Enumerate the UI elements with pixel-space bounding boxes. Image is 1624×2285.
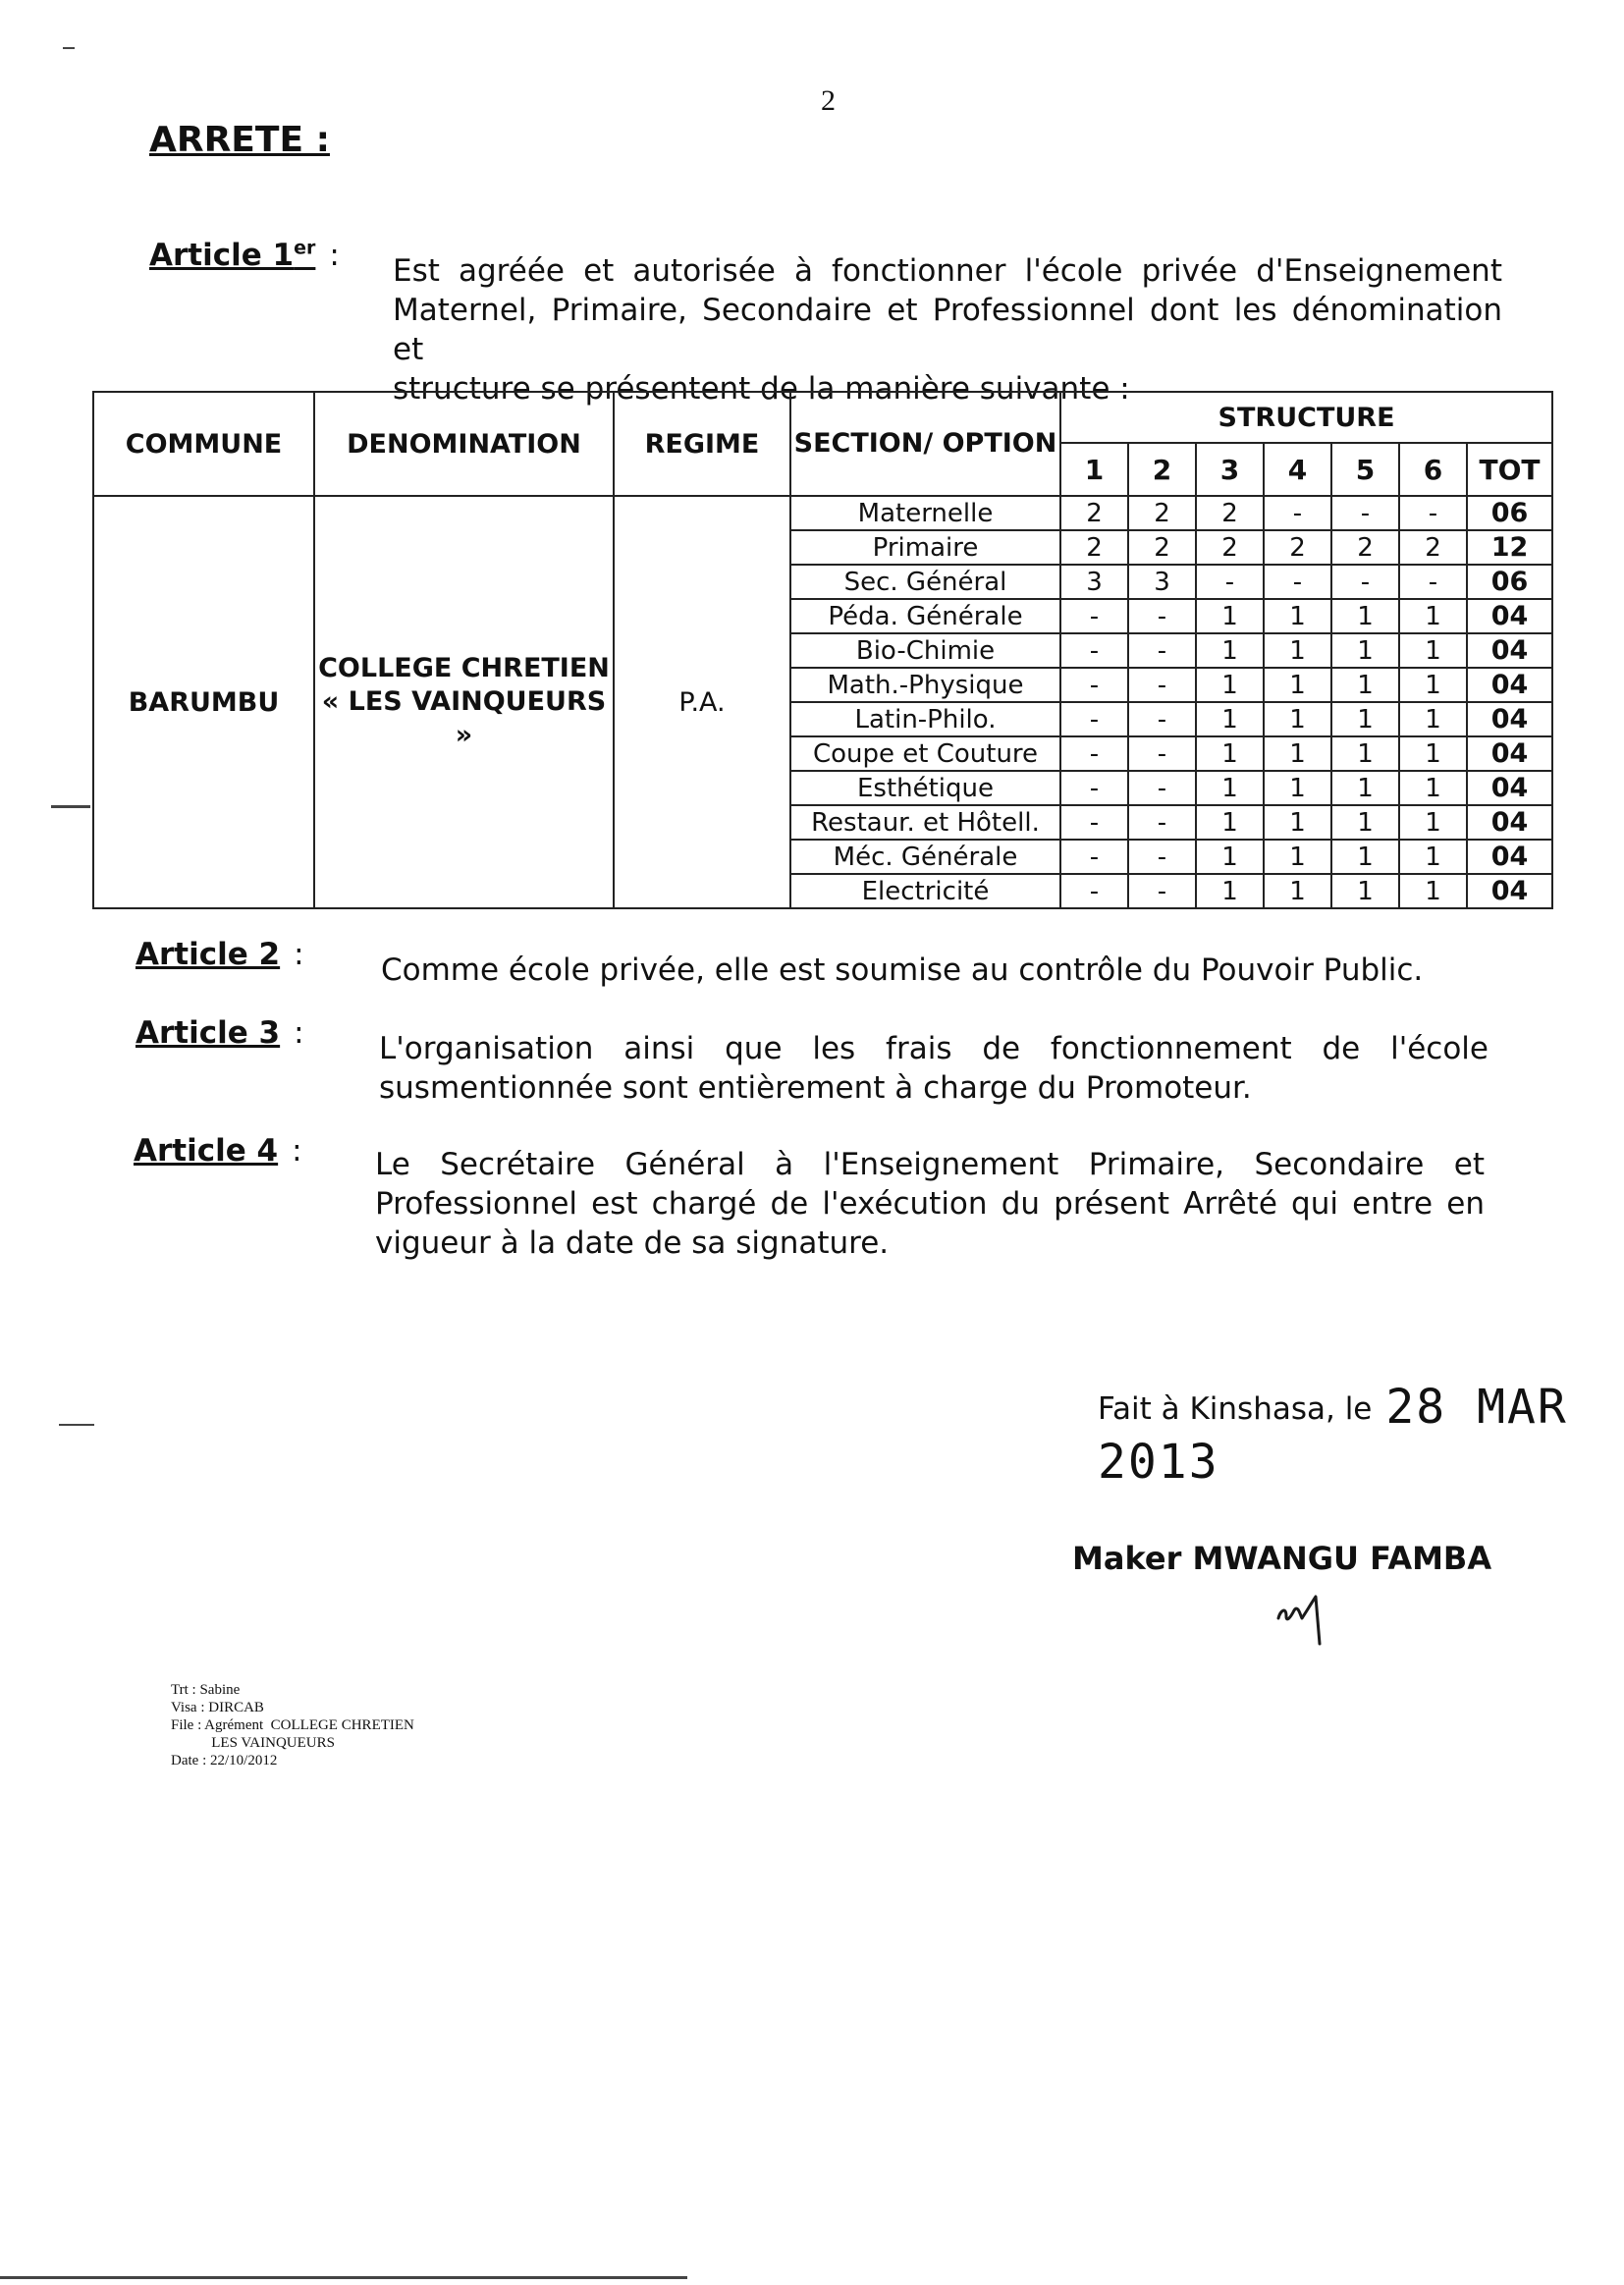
closing-line bbox=[1098, 1380, 1624, 1490]
section-cell: Electricité bbox=[790, 874, 1060, 908]
header-section-option: SECTION/ OPTION bbox=[790, 392, 1060, 496]
header-col-2: 2 bbox=[1128, 443, 1196, 496]
value-cell: 1 bbox=[1196, 840, 1264, 874]
value-cell: 2 bbox=[1060, 530, 1128, 565]
article-4-label bbox=[134, 1133, 302, 1169]
table-row bbox=[93, 496, 1552, 530]
article-1-text bbox=[393, 251, 1502, 408]
signatory-name: Maker MWANGU FAMBA bbox=[1072, 1540, 1492, 1577]
article-3-line: susmentionnée sont entièrement à charge du Promoteur. bbox=[379, 1070, 1252, 1106]
handwritten-signature-icon bbox=[1272, 1589, 1361, 1677]
value-cell: 1 bbox=[1196, 771, 1264, 805]
footer-note: LES VAINQUEURS bbox=[171, 1735, 335, 1751]
value-cell: 1 bbox=[1331, 840, 1399, 874]
total-cell: 04 bbox=[1467, 702, 1552, 736]
value-cell: 1 bbox=[1399, 633, 1467, 668]
value-cell: 1 bbox=[1331, 599, 1399, 633]
value-cell: - bbox=[1060, 874, 1128, 908]
document-heading: ARRETE : bbox=[149, 120, 330, 160]
value-cell: 2 bbox=[1399, 530, 1467, 565]
value-cell: 1 bbox=[1264, 633, 1331, 668]
article-2-colon: : bbox=[294, 937, 304, 972]
article-4-colon: : bbox=[292, 1133, 302, 1169]
value-cell: 1 bbox=[1196, 633, 1264, 668]
section-cell: Math.-Physique bbox=[790, 668, 1060, 702]
section-cell: Maternelle bbox=[790, 496, 1060, 530]
section-cell: Esthétique bbox=[790, 771, 1060, 805]
total-cell: 04 bbox=[1467, 633, 1552, 668]
value-cell: 2 bbox=[1128, 496, 1196, 530]
total-cell: 04 bbox=[1467, 668, 1552, 702]
article-2-label bbox=[135, 937, 304, 972]
commune-cell: BARUMBU bbox=[93, 496, 314, 908]
article-2-label-text: Article 2 bbox=[135, 937, 281, 972]
regime-cell: P.A. bbox=[614, 496, 790, 908]
value-cell: - bbox=[1264, 565, 1331, 599]
total-cell: 04 bbox=[1467, 840, 1552, 874]
article-3-label-text: Article 3 bbox=[135, 1015, 281, 1051]
value-cell: - bbox=[1060, 633, 1128, 668]
value-cell: 1 bbox=[1331, 771, 1399, 805]
total-cell: 04 bbox=[1467, 599, 1552, 633]
value-cell: - bbox=[1128, 874, 1196, 908]
scan-mark bbox=[0, 2276, 687, 2279]
value-cell: 1 bbox=[1399, 736, 1467, 771]
header-commune: COMMUNE bbox=[93, 392, 314, 496]
article-1-label bbox=[149, 238, 340, 273]
value-cell: 2 bbox=[1196, 496, 1264, 530]
footer-notes bbox=[171, 1681, 414, 1769]
footer-note: Visa : DIRCAB bbox=[171, 1700, 264, 1715]
article-4-label-text: Article 4 bbox=[134, 1133, 279, 1169]
header-col-4: 4 bbox=[1264, 443, 1331, 496]
value-cell: 1 bbox=[1264, 874, 1331, 908]
value-cell: - bbox=[1128, 840, 1196, 874]
total-cell: 06 bbox=[1467, 496, 1552, 530]
header-denomination: DENOMINATION bbox=[314, 392, 614, 496]
header-col-6: 6 bbox=[1399, 443, 1467, 496]
value-cell: 1 bbox=[1331, 633, 1399, 668]
value-cell: 1 bbox=[1196, 874, 1264, 908]
value-cell: 1 bbox=[1264, 736, 1331, 771]
value-cell: - bbox=[1264, 496, 1331, 530]
value-cell: 1 bbox=[1264, 668, 1331, 702]
structure-table bbox=[92, 391, 1553, 909]
scan-mark bbox=[59, 1424, 94, 1426]
article-3-line: L'organisation ainsi que les frais de fonctionnement de l'école bbox=[379, 1031, 1489, 1066]
value-cell: 2 bbox=[1264, 530, 1331, 565]
article-3-colon: : bbox=[294, 1015, 304, 1051]
value-cell: 1 bbox=[1399, 702, 1467, 736]
article-3-text bbox=[379, 1029, 1489, 1108]
total-cell: 04 bbox=[1467, 736, 1552, 771]
article-2-text bbox=[381, 951, 1490, 990]
value-cell: - bbox=[1196, 565, 1264, 599]
total-cell: 04 bbox=[1467, 874, 1552, 908]
article-3-label bbox=[135, 1015, 304, 1051]
value-cell: - bbox=[1060, 736, 1128, 771]
value-cell: 1 bbox=[1196, 599, 1264, 633]
value-cell: 3 bbox=[1128, 565, 1196, 599]
value-cell: - bbox=[1128, 599, 1196, 633]
value-cell: - bbox=[1060, 840, 1128, 874]
header-col-1: 1 bbox=[1060, 443, 1128, 496]
article-2-line: Comme école privée, elle est soumise au contrôle du Pouvoir Public. bbox=[381, 952, 1424, 988]
value-cell: 1 bbox=[1399, 805, 1467, 840]
total-cell: 04 bbox=[1467, 805, 1552, 840]
value-cell: - bbox=[1399, 496, 1467, 530]
value-cell: 1 bbox=[1264, 805, 1331, 840]
value-cell: 1 bbox=[1399, 840, 1467, 874]
article-4-text bbox=[375, 1145, 1485, 1263]
article-1-line: structure se présentent de la manière suivante : bbox=[393, 371, 1130, 407]
value-cell: - bbox=[1331, 565, 1399, 599]
value-cell: 1 bbox=[1196, 736, 1264, 771]
value-cell: 1 bbox=[1331, 805, 1399, 840]
value-cell: - bbox=[1128, 805, 1196, 840]
footer-note: File : Agrément COLLEGE CHRETIEN bbox=[171, 1717, 414, 1733]
section-cell: Bio-Chimie bbox=[790, 633, 1060, 668]
value-cell: - bbox=[1060, 599, 1128, 633]
value-cell: 2 bbox=[1331, 530, 1399, 565]
value-cell: 1 bbox=[1196, 805, 1264, 840]
header-col-tot: TOT bbox=[1467, 443, 1552, 496]
value-cell: 1 bbox=[1399, 668, 1467, 702]
section-cell: Coupe et Couture bbox=[790, 736, 1060, 771]
section-cell: Sec. Général bbox=[790, 565, 1060, 599]
section-cell: Latin-Philo. bbox=[790, 702, 1060, 736]
value-cell: 1 bbox=[1264, 771, 1331, 805]
value-cell: 1 bbox=[1264, 840, 1331, 874]
article-4-line: Le Secrétaire Général à l'Enseignement Primaire, Secondaire et bbox=[375, 1147, 1485, 1182]
value-cell: 1 bbox=[1399, 599, 1467, 633]
page-number: 2 bbox=[821, 84, 836, 117]
value-cell: - bbox=[1060, 771, 1128, 805]
value-cell: 1 bbox=[1264, 702, 1331, 736]
footer-note: Trt : Sabine bbox=[171, 1682, 241, 1698]
value-cell: - bbox=[1060, 702, 1128, 736]
value-cell: - bbox=[1060, 805, 1128, 840]
date-stamp: 28 MAR 2013 bbox=[1098, 1380, 1568, 1490]
header-col-3: 3 bbox=[1196, 443, 1264, 496]
table-body bbox=[93, 496, 1552, 908]
closing-place: Fait à Kinshasa, le bbox=[1098, 1391, 1373, 1427]
value-cell: 1 bbox=[1399, 874, 1467, 908]
scan-mark bbox=[63, 47, 75, 49]
value-cell: - bbox=[1128, 702, 1196, 736]
value-cell: 1 bbox=[1264, 599, 1331, 633]
value-cell: 2 bbox=[1196, 530, 1264, 565]
value-cell: 1 bbox=[1331, 702, 1399, 736]
value-cell: - bbox=[1128, 771, 1196, 805]
total-cell: 06 bbox=[1467, 565, 1552, 599]
denomination-cell: COLLEGE CHRETIEN « LES VAINQUEURS » bbox=[314, 496, 614, 908]
value-cell: 1 bbox=[1331, 874, 1399, 908]
value-cell: 1 bbox=[1331, 668, 1399, 702]
value-cell: - bbox=[1060, 668, 1128, 702]
article-1-colon: : bbox=[329, 238, 340, 274]
value-cell: - bbox=[1128, 736, 1196, 771]
value-cell: 3 bbox=[1060, 565, 1128, 599]
article-4-line: Professionnel est chargé de l'exécution du présent Arrêté qui entre en bbox=[375, 1186, 1485, 1222]
article-1-line: Est agréée et autorisée à fonctionner l'école privée d'Enseignement bbox=[393, 253, 1502, 289]
total-cell: 12 bbox=[1467, 530, 1552, 565]
section-cell: Restaur. et Hôtell. bbox=[790, 805, 1060, 840]
header-structure: STRUCTURE bbox=[1060, 392, 1552, 443]
section-cell: Péda. Générale bbox=[790, 599, 1060, 633]
total-cell: 04 bbox=[1467, 771, 1552, 805]
article-1-label-text: Article 1 bbox=[149, 238, 295, 274]
value-cell: - bbox=[1128, 668, 1196, 702]
value-cell: 2 bbox=[1060, 496, 1128, 530]
value-cell: 1 bbox=[1196, 702, 1264, 736]
section-cell: Primaire bbox=[790, 530, 1060, 565]
value-cell: 2 bbox=[1128, 530, 1196, 565]
value-cell: 1 bbox=[1196, 668, 1264, 702]
header-regime: REGIME bbox=[614, 392, 790, 496]
value-cell: - bbox=[1399, 565, 1467, 599]
value-cell: - bbox=[1128, 633, 1196, 668]
value-cell: 1 bbox=[1399, 771, 1467, 805]
section-cell: Méc. Générale bbox=[790, 840, 1060, 874]
article-4-line: vigueur à la date de sa signature. bbox=[375, 1225, 890, 1261]
scan-mark bbox=[51, 805, 90, 808]
value-cell: 1 bbox=[1331, 736, 1399, 771]
article-1-line: Maternel, Primaire, Secondaire et Professionnel dont les dénomination et bbox=[393, 293, 1502, 367]
article-1-label-sup: er bbox=[294, 238, 316, 259]
footer-note: Date : 22/10/2012 bbox=[171, 1753, 278, 1768]
header-col-5: 5 bbox=[1331, 443, 1399, 496]
value-cell: - bbox=[1331, 496, 1399, 530]
